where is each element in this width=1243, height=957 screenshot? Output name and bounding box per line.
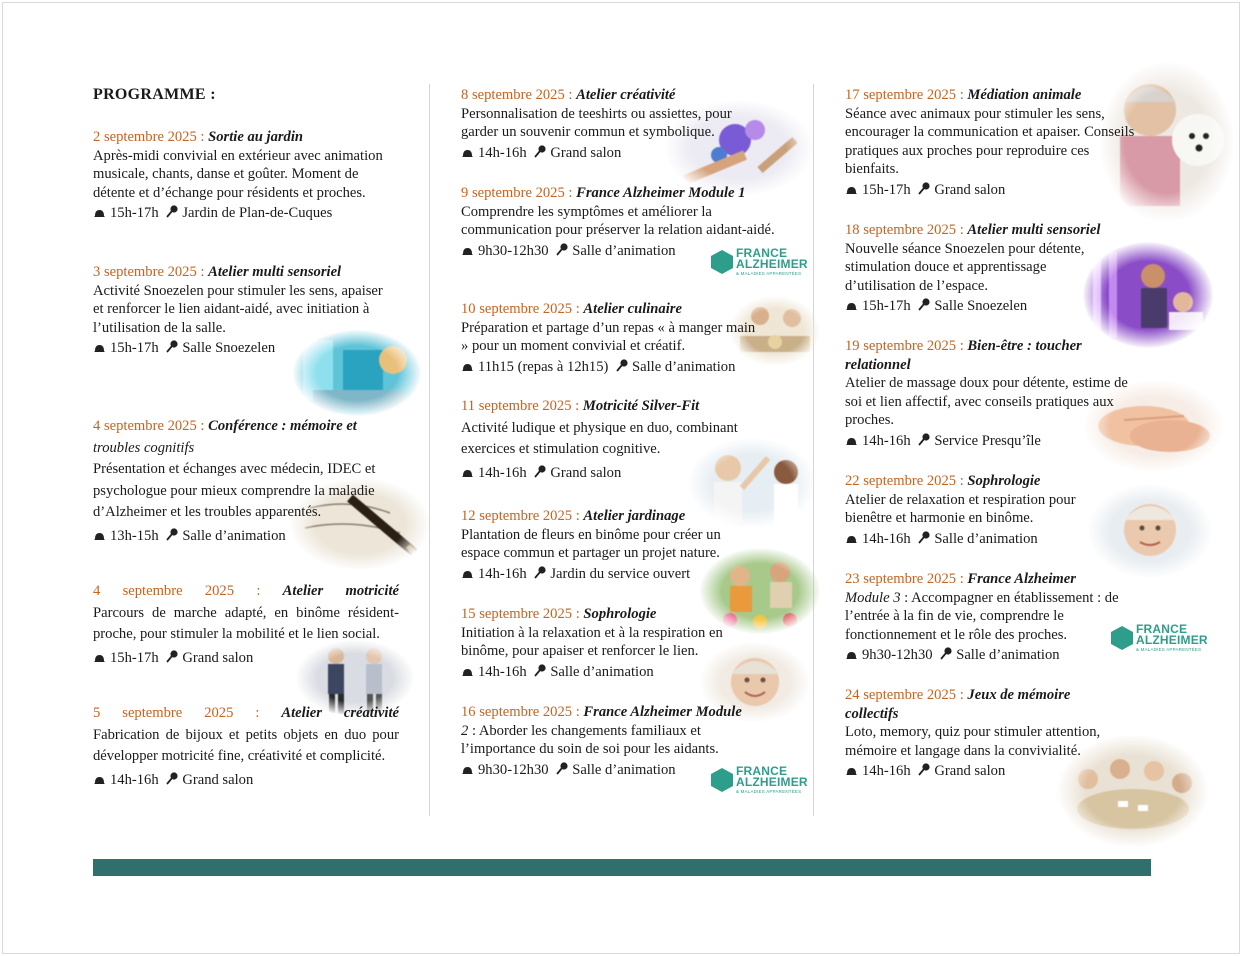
event-time: 9h30-12h30 <box>478 761 549 778</box>
event-description: Plantation de fleurs en binôme pour créer un espace commun et partager un projet nature. <box>461 526 721 562</box>
event-date: 19 septembre 2025 <box>845 338 957 354</box>
event-meta <box>845 646 1151 666</box>
event-item <box>461 300 757 377</box>
event-sep: : <box>234 583 283 599</box>
event-place: Jardin de Plan-de-Cuques <box>182 205 333 222</box>
footer-bar <box>93 859 1151 876</box>
event-title: France Alzheimer Module <box>583 704 742 720</box>
bell-time-icon <box>93 771 106 793</box>
event-meta <box>845 297 1115 317</box>
event-time: 14h-16h <box>862 530 911 547</box>
event-title: Jeux de mémoire <box>967 687 1071 703</box>
event-place: Grand salon <box>934 763 1006 780</box>
event-time: 9h30-12h30 <box>478 242 549 259</box>
event-place: Salle d’animation <box>956 647 1060 664</box>
event-title: Conférence : mémoire et <box>208 418 357 434</box>
event-description: Initiation à la relaxation et à la respiration en binôme, pour apaiser et renforcer le lien. <box>461 624 723 660</box>
event-description: Personnalisation de teeshirts ou assiettes, pour garder un souvenir commun et symbolique. <box>461 105 732 141</box>
event-time: 11h15 (repas à 12h15) <box>478 358 609 375</box>
event-sep: : <box>956 687 968 703</box>
event-sep: : <box>572 704 584 720</box>
event-title: Sortie au jardin <box>208 129 304 145</box>
event-date: 17 septembre 2025 <box>845 87 957 103</box>
event-place: Salle d’animation <box>572 761 676 778</box>
event-place: Salle d’animation <box>934 530 1038 547</box>
event-meta <box>845 762 1135 782</box>
event-time: 14h-16h <box>478 464 527 481</box>
event-title-cont: troubles cognitifs <box>93 439 195 456</box>
event-meta <box>845 181 1137 201</box>
column-divider <box>813 84 814 816</box>
event-description: Atelier de relaxation et respiration pour bienêtre et harmonie en binôme. <box>845 491 1076 527</box>
event-item <box>93 263 383 359</box>
event-item <box>845 221 1115 317</box>
event-description: : Accompagner en établissement : de l’entrée à la fin de vie, comprendre le fonctionnement et le rôle des proches. <box>845 589 1119 643</box>
france-alzheimer-logo: FRANCE ALZHEIMER & MALADIES APPARENTÉES <box>710 766 808 794</box>
event-place: Salle Snoezelen <box>182 340 276 357</box>
event-date: 9 septembre 2025 <box>461 185 565 201</box>
bell-time-icon <box>93 649 106 671</box>
event-item <box>845 86 1137 201</box>
event-title: Atelier créativité <box>281 705 399 721</box>
event-date: 23 septembre 2025 <box>845 571 957 587</box>
event-sep: : <box>564 185 577 201</box>
location-pin-icon <box>166 527 178 549</box>
bell-time-icon <box>461 566 474 585</box>
event-item <box>93 703 399 792</box>
event-item <box>461 507 761 584</box>
event-time: 14h-16h <box>478 144 527 161</box>
event-meta <box>461 565 761 585</box>
event-description: Loto, memory, quiz pour stimuler attention, mémoire et langage dans la convivialité. <box>845 724 1101 759</box>
event-item <box>845 686 1135 782</box>
event-title-cont: collectifs <box>845 705 899 722</box>
bell-time-icon <box>845 433 858 452</box>
event-meta <box>93 770 399 793</box>
event-item <box>93 128 399 224</box>
event-description: Après-midi convivial en extérieur avec animation musicale, chants, danse et goûter. Moment de détente et d’échange pour résidents et proches. <box>93 147 383 201</box>
event-title: Atelier multi sensoriel <box>967 222 1101 238</box>
event-sep: : <box>196 129 209 145</box>
location-pin-icon <box>918 763 930 782</box>
event-time: 15h-17h <box>862 181 911 198</box>
event-title-cont: relationnel <box>845 356 911 373</box>
event-place: Salle d’animation <box>632 358 736 375</box>
event-place: Salle d’animation <box>572 242 676 259</box>
event-place: Salle Snoezelen <box>934 298 1028 315</box>
event-sep: : <box>572 606 584 622</box>
bell-time-icon <box>461 464 474 486</box>
event-title: Sophrologie <box>967 473 1041 489</box>
event-date: 16 septembre 2025 <box>461 704 573 720</box>
bell-time-icon <box>93 205 106 224</box>
event-date: 11 septembre 2025 <box>461 398 572 414</box>
event-title: France Alzheimer Module 1 <box>576 185 746 201</box>
column-divider <box>429 84 430 816</box>
location-pin-icon <box>534 566 546 585</box>
event-title: Bien-être : toucher <box>967 338 1082 354</box>
event-place: Jardin du service ouvert <box>550 565 691 582</box>
event-place: Grand salon <box>550 464 622 481</box>
event-meta <box>93 526 393 549</box>
event-sep: : <box>956 571 968 587</box>
event-sep: : <box>233 705 282 721</box>
france-alzheimer-logo: FRANCE ALZHEIMER & MALADIES APPARENTÉES <box>710 248 808 276</box>
bell-time-icon <box>93 340 106 359</box>
event-date: 5 septembre 2025 <box>93 705 234 721</box>
event-description: Atelier de massage doux pour détente, estime de soi et lien affectif, avec conseils pratiques aux proches. <box>845 375 1128 429</box>
event-sep: : <box>196 418 209 434</box>
event-place: Grand salon <box>934 181 1006 198</box>
event-item <box>461 703 761 780</box>
event-sep: : <box>572 301 584 317</box>
event-time: 14h-16h <box>862 432 911 449</box>
event-date: 22 septembre 2025 <box>845 473 957 489</box>
event-description: Parcours de marche adapté, en binôme résident-proche, pour stimuler la mobilité et le lien social. <box>93 604 399 642</box>
event-date: 4 septembre 2025 <box>93 418 197 434</box>
event-date: 15 septembre 2025 <box>461 606 573 622</box>
location-pin-icon <box>616 359 628 378</box>
event-item <box>461 605 759 682</box>
event-sep: : <box>956 338 968 354</box>
location-pin-icon <box>918 531 930 550</box>
location-pin-icon <box>556 762 568 781</box>
bell-time-icon <box>461 762 474 781</box>
event-sep: : <box>196 264 209 280</box>
location-pin-icon <box>918 433 930 452</box>
event-item <box>845 337 1145 452</box>
event-sep: : <box>571 398 583 414</box>
event-time: 9h30-12h30 <box>862 647 933 664</box>
event-time: 14h-16h <box>862 763 911 780</box>
event-meta <box>845 432 1145 452</box>
event-date: 24 septembre 2025 <box>845 687 957 703</box>
france-alzheimer-logo: FRANCE ALZHEIMER & MALADIES APPARENTÉES <box>1110 624 1208 652</box>
event-description: Comprendre les symptômes et améliorer la communication pour préserver la relation aidant-aidé. <box>461 203 775 239</box>
event-title: Médiation animale <box>967 87 1082 103</box>
event-meta <box>461 242 777 262</box>
event-title: Atelier créativité <box>576 87 676 103</box>
bell-time-icon <box>845 298 858 317</box>
event-place: Grand salon <box>182 649 254 666</box>
bell-time-icon <box>461 243 474 262</box>
event-description: : Aborder les changements familiaux et l’importance du soin de soi pour les aidants. <box>461 722 719 758</box>
event-date: 18 septembre 2025 <box>845 222 957 238</box>
event-meta <box>461 144 771 164</box>
event-title: France Alzheimer <box>967 571 1076 587</box>
event-time: 15h-17h <box>862 298 911 315</box>
event-date: 12 septembre 2025 <box>461 508 573 524</box>
event-time: 13h-15h <box>110 527 159 544</box>
event-time: 14h-16h <box>110 771 159 788</box>
event-item <box>845 472 1111 549</box>
bell-time-icon <box>845 531 858 550</box>
event-meta <box>93 648 399 671</box>
event-time: 14h-16h <box>478 565 527 582</box>
location-pin-icon <box>166 771 178 793</box>
location-pin-icon <box>534 664 546 683</box>
event-title-cont: 2 <box>461 722 469 739</box>
event-title: Atelier motricité <box>282 583 399 599</box>
event-meta <box>461 463 773 486</box>
bell-time-icon <box>461 145 474 164</box>
event-title: Atelier jardinage <box>583 508 686 524</box>
location-pin-icon <box>918 182 930 201</box>
event-title: Atelier culinaire <box>583 301 682 317</box>
page-title: PROGRAMME : <box>93 86 216 103</box>
event-item <box>93 581 399 670</box>
event-meta <box>845 530 1111 550</box>
location-pin-icon <box>940 647 952 666</box>
event-sep: : <box>956 473 968 489</box>
event-place: Salle d’animation <box>182 527 286 544</box>
bell-time-icon <box>845 763 858 782</box>
event-place: Grand salon <box>550 144 622 161</box>
event-date: 10 septembre 2025 <box>461 301 573 317</box>
bell-time-icon <box>93 527 106 549</box>
location-pin-icon <box>918 298 930 317</box>
event-description: Nouvelle séance Snoezelen pour détente, stimulation douce et apprentissage d’utilisation de l’espace. <box>845 240 1085 294</box>
event-description: Présentation et échanges avec médecin, IDEC et psychologue pour mieux comprendre la maladie d’Alzheimer et les troubles apparentés. <box>93 461 376 520</box>
event-item <box>461 86 771 163</box>
event-sep: : <box>564 87 577 103</box>
location-pin-icon <box>166 205 178 224</box>
event-description: Activité ludique et physique en duo, combinant exercices et stimulation cognitive. <box>461 419 738 457</box>
bell-time-icon <box>461 359 474 378</box>
event-item <box>845 570 1151 666</box>
location-pin-icon <box>534 464 546 486</box>
event-meta <box>93 339 383 359</box>
event-sep: : <box>956 87 968 103</box>
event-sep: : <box>572 508 584 524</box>
event-time: 15h-17h <box>110 205 159 222</box>
event-title: Atelier multi sensoriel <box>208 264 342 280</box>
location-pin-icon <box>534 145 546 164</box>
event-description: Préparation et partage d’un repas « à manger main » pour un moment convivial et créatif. <box>461 319 756 355</box>
event-date: 3 septembre 2025 <box>93 264 197 280</box>
event-date: 4 septembre 2025 <box>93 583 235 599</box>
event-sep: : <box>956 222 968 238</box>
event-item <box>461 184 777 261</box>
event-meta <box>93 204 399 224</box>
event-title: Sophrologie <box>583 606 657 622</box>
bell-time-icon <box>461 664 474 683</box>
location-pin-icon <box>166 649 178 671</box>
event-description: Fabrication de bijoux et petits objets en duo pour développer motricité fine, créativité et complicité. <box>93 726 399 764</box>
event-meta <box>461 663 759 683</box>
bell-time-icon <box>845 182 858 201</box>
event-time: 15h-17h <box>110 340 159 357</box>
bell-time-icon <box>845 647 858 666</box>
event-place: Service Presqu’île <box>934 432 1041 449</box>
event-date: 8 septembre 2025 <box>461 87 565 103</box>
event-item <box>93 416 393 548</box>
event-item <box>461 396 773 485</box>
event-description: Séance avec animaux pour stimuler les sens, encourager la communication et apaiser. Conseils pratiques aux proches pour reproduire ces bienfaits. <box>845 105 1135 178</box>
event-date: 2 septembre 2025 <box>93 129 197 145</box>
event-place: Salle d’animation <box>550 663 654 680</box>
location-pin-icon <box>166 340 178 359</box>
event-title: Motricité Silver-Fit <box>582 398 700 414</box>
event-description: Activité Snoezelen pour stimuler les sens, apaiser et renforcer le lien aidant-aidé, avec initiation à l’utilisation de la salle. <box>93 282 383 336</box>
event-time: 15h-17h <box>110 649 159 666</box>
location-pin-icon <box>556 243 568 262</box>
event-title-cont: Module 3 <box>845 589 901 606</box>
event-time: 14h-16h <box>478 663 527 680</box>
event-meta <box>461 761 761 781</box>
event-meta <box>461 358 757 378</box>
event-place: Grand salon <box>182 771 254 788</box>
